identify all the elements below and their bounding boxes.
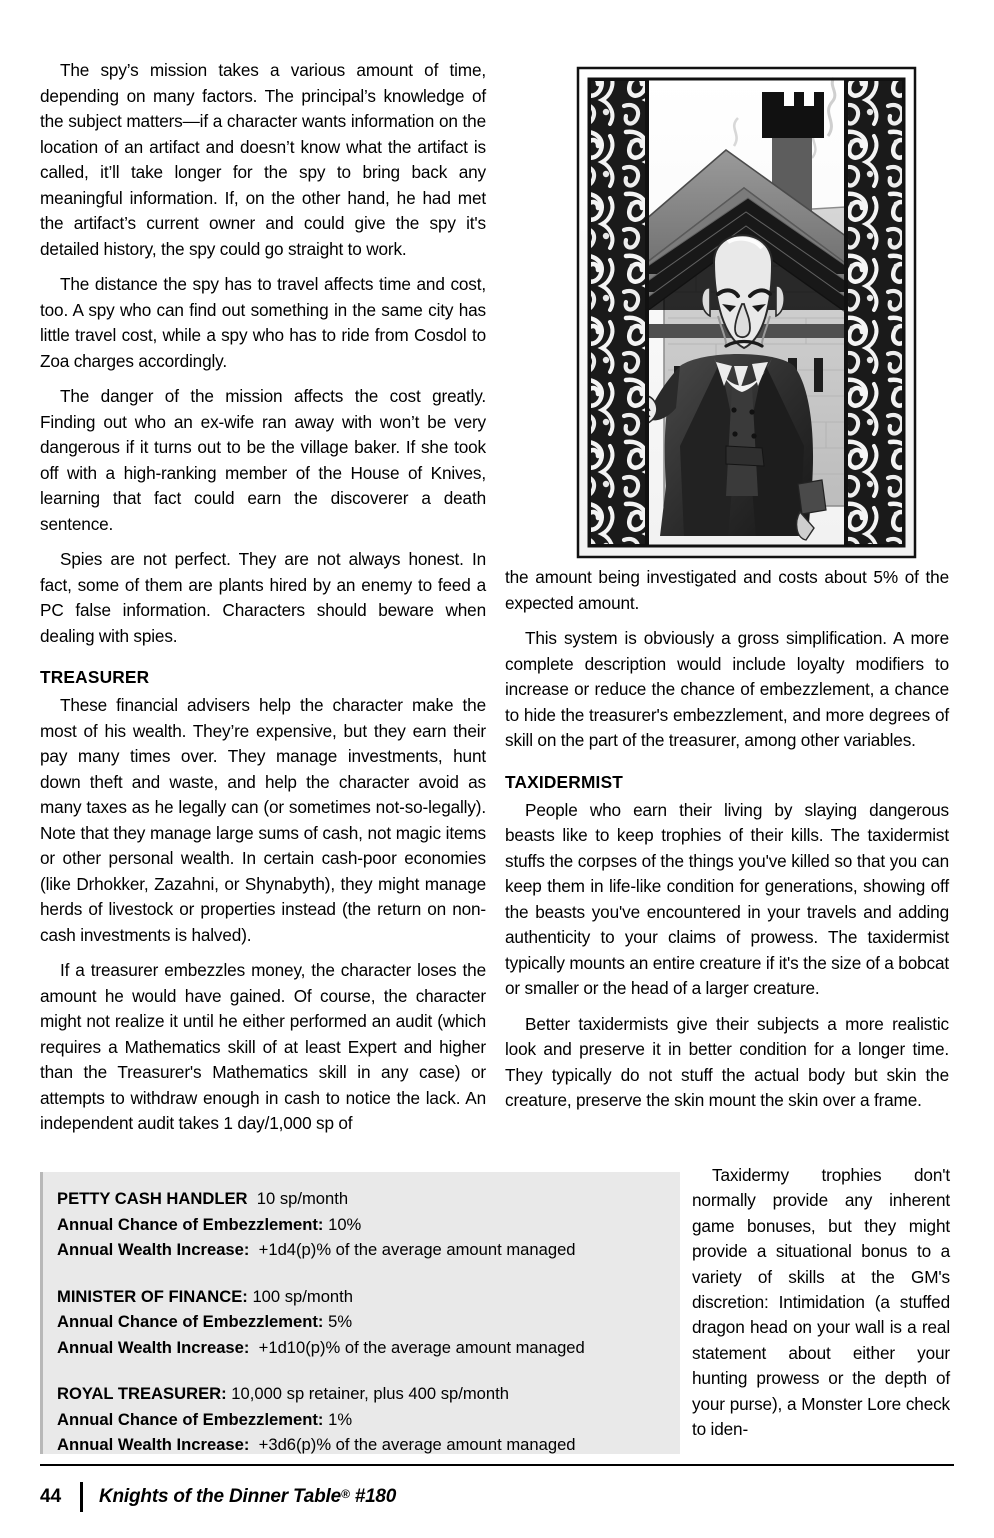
page-number: 44 bbox=[40, 1486, 62, 1507]
paragraph: If a treasurer embezzles money, the character loses the amount he would have gained. Of course, the character might not realize it until he either performed an audit (which requires a Mathematics skill of at least Expert and higher than the Treasurer's Mathematics skill in any case) or attempts to withdraw enough in cash to notice the lack. An independent audit takes 1 day/1,000 sp of bbox=[40, 960, 486, 1133]
stat-embezzlement-value: 5% bbox=[328, 1312, 353, 1331]
stat-title: ROYAL TREASURER: bbox=[57, 1384, 227, 1403]
stat-embezzlement-line bbox=[57, 1212, 666, 1238]
stat-wealth-value: +1d10(p)% of the average amount managed bbox=[258, 1337, 585, 1357]
paragraph: The danger of the mission affects the cost greatly. Finding out who an ex-wife ran away with won’t be very dangerous if it turns out to be the village baker. If she took off with a high-ranking member of the House of Knives, learning that fact could earn the discoverer a death sentence. bbox=[40, 386, 486, 534]
stat-wealth-value: +3d6(p)% of the average amount managed bbox=[258, 1435, 576, 1454]
stat-entry bbox=[57, 1381, 666, 1458]
stat-title-line bbox=[57, 1186, 666, 1212]
stat-embezzlement-label: Annual Chance of Embezzlement: bbox=[57, 1214, 324, 1234]
stat-embezzlement-value: 10% bbox=[328, 1214, 362, 1234]
section-heading-treasurer: TREASURER bbox=[40, 667, 150, 687]
registered-trademark-icon: ® bbox=[340, 1487, 350, 1501]
treasurer-stat-box bbox=[40, 1172, 680, 1454]
paragraph: The distance the spy has to travel affects time and cost, too. A spy who can find out something in the same city has little travel cost, while a spy who has to ride from Cosdol to Zoa charges accordingly. bbox=[40, 274, 486, 371]
paragraph: The spy’s mission takes a various amount of time, depending on many factors. The principal’s knowledge of the subject matters—if a character wants information on the location of an artifact and doesn’t know what the artifact is called, it’ll take longer for the spy to bring back any meaningful information. If, on the other hand, he had met the artifact’s current owner and could give the spy it's detailed history, the spy could go straight to work. bbox=[40, 60, 486, 259]
stat-wealth-label: Annual Wealth Increase: bbox=[57, 1337, 250, 1357]
stat-title-line bbox=[57, 1284, 666, 1310]
stat-cost: 100 sp/month bbox=[252, 1286, 354, 1306]
stat-cost: 10,000 sp retainer, plus 400 sp/month bbox=[231, 1384, 509, 1403]
paragraph: These financial advisers help the character make the most of his wealth. They’re expensive, but they earn their pay many times over. They manage investments, hunt down theft and waste, and help the character avoid as many taxes as he legally can (or sometimes not-so-legally). Note that they manage large sums of cash, not magic items or other personal wealth. In certain cash-poor economies (like Drhokker, Zazahni, or Shynabyth), they might manage herds of livestock or properties instead (the return on non-cash investments is halved). bbox=[40, 695, 486, 945]
left-column bbox=[40, 58, 486, 1137]
stat-entry bbox=[57, 1186, 666, 1263]
publication-name: Knights of the Dinner Table bbox=[99, 1486, 341, 1507]
illustration-artwork bbox=[576, 66, 917, 559]
footer-rule bbox=[40, 1464, 954, 1466]
stat-embezzlement-value: 1% bbox=[328, 1409, 353, 1429]
paragraph: Spies are not perfect. They are not always honest. In fact, some of them are plants hired by an enemy to feed a PC false information. Characters should beware when dealing with spies. bbox=[40, 549, 486, 646]
stat-title-line bbox=[57, 1381, 666, 1407]
stat-wealth-value: +1d4(p)% of the average amount managed bbox=[258, 1240, 576, 1259]
publication-title bbox=[99, 1486, 396, 1508]
right-column-bottom bbox=[692, 1163, 950, 1442]
paragraph-continuation: the amount being investigated and costs about 5% of the expected amount. bbox=[505, 567, 949, 613]
illustration-figure bbox=[576, 66, 917, 559]
stat-wealth-label: Annual Wealth Increase: bbox=[57, 1240, 250, 1259]
section-heading-taxidermist: TAXIDERMIST bbox=[505, 771, 624, 792]
stat-wealth-label: Annual Wealth Increase: bbox=[57, 1435, 250, 1454]
stat-wealth-line bbox=[57, 1237, 666, 1263]
paragraph: People who earn their living by slaying dangerous beasts like to keep trophies of their kills. The taxidermist stuffs the corpses of the things you've killed so that you can keep them in life-like condition for generations, showing off the beasts you've encountered in your travels and adding authenticity to your claims of prowess. The taxidermist typically mounts an entire creature if it's the size of a bobcat or smaller or the head of a larger creature. bbox=[505, 799, 949, 998]
stat-entry bbox=[57, 1284, 666, 1361]
right-column bbox=[505, 565, 949, 1114]
stat-embezzlement-label: Annual Chance of Embezzlement: bbox=[57, 1312, 324, 1331]
paragraph: This system is obviously a gross simplification. A more complete description would include loyalty modifiers to increase or reduce the chance of embezzlement, a chance to hide the treasurer's embezzlement, and more degrees of skill on the part of the treasurer, among other variables. bbox=[505, 628, 949, 750]
stat-embezzlement-line bbox=[57, 1309, 666, 1335]
paragraph: Better taxidermists give their subjects a more realistic look and preserve it in better condition for a longer time. They typically do not stuff the actual body but skin the creature, preserve the skin mount the skin over a frame. bbox=[505, 1013, 949, 1110]
stat-embezzlement-line bbox=[57, 1407, 666, 1433]
stat-wealth-line bbox=[57, 1432, 666, 1458]
issue-number: #180 bbox=[354, 1486, 397, 1507]
paragraph: Taxidermy trophies don't normally provide any inherent game bonuses, but they might provide a situational bonus to a variety of skills at the GM's discretion: Intimidation (a stuffed dragon head on your wall is a real statement about either your hunting prowess or the depth of your purse), a Monster Lore check to iden- bbox=[692, 1165, 950, 1440]
stat-embezzlement-label: Annual Chance of Embezzlement: bbox=[57, 1409, 324, 1429]
footer-divider bbox=[80, 1482, 83, 1512]
page-footer bbox=[40, 1480, 640, 1514]
stat-cost: 10 sp/month bbox=[256, 1189, 349, 1208]
stat-wealth-line bbox=[57, 1335, 666, 1361]
stat-title: PETTY CASH HANDLER bbox=[57, 1189, 248, 1208]
stat-title: MINISTER OF FINANCE: bbox=[57, 1286, 248, 1306]
